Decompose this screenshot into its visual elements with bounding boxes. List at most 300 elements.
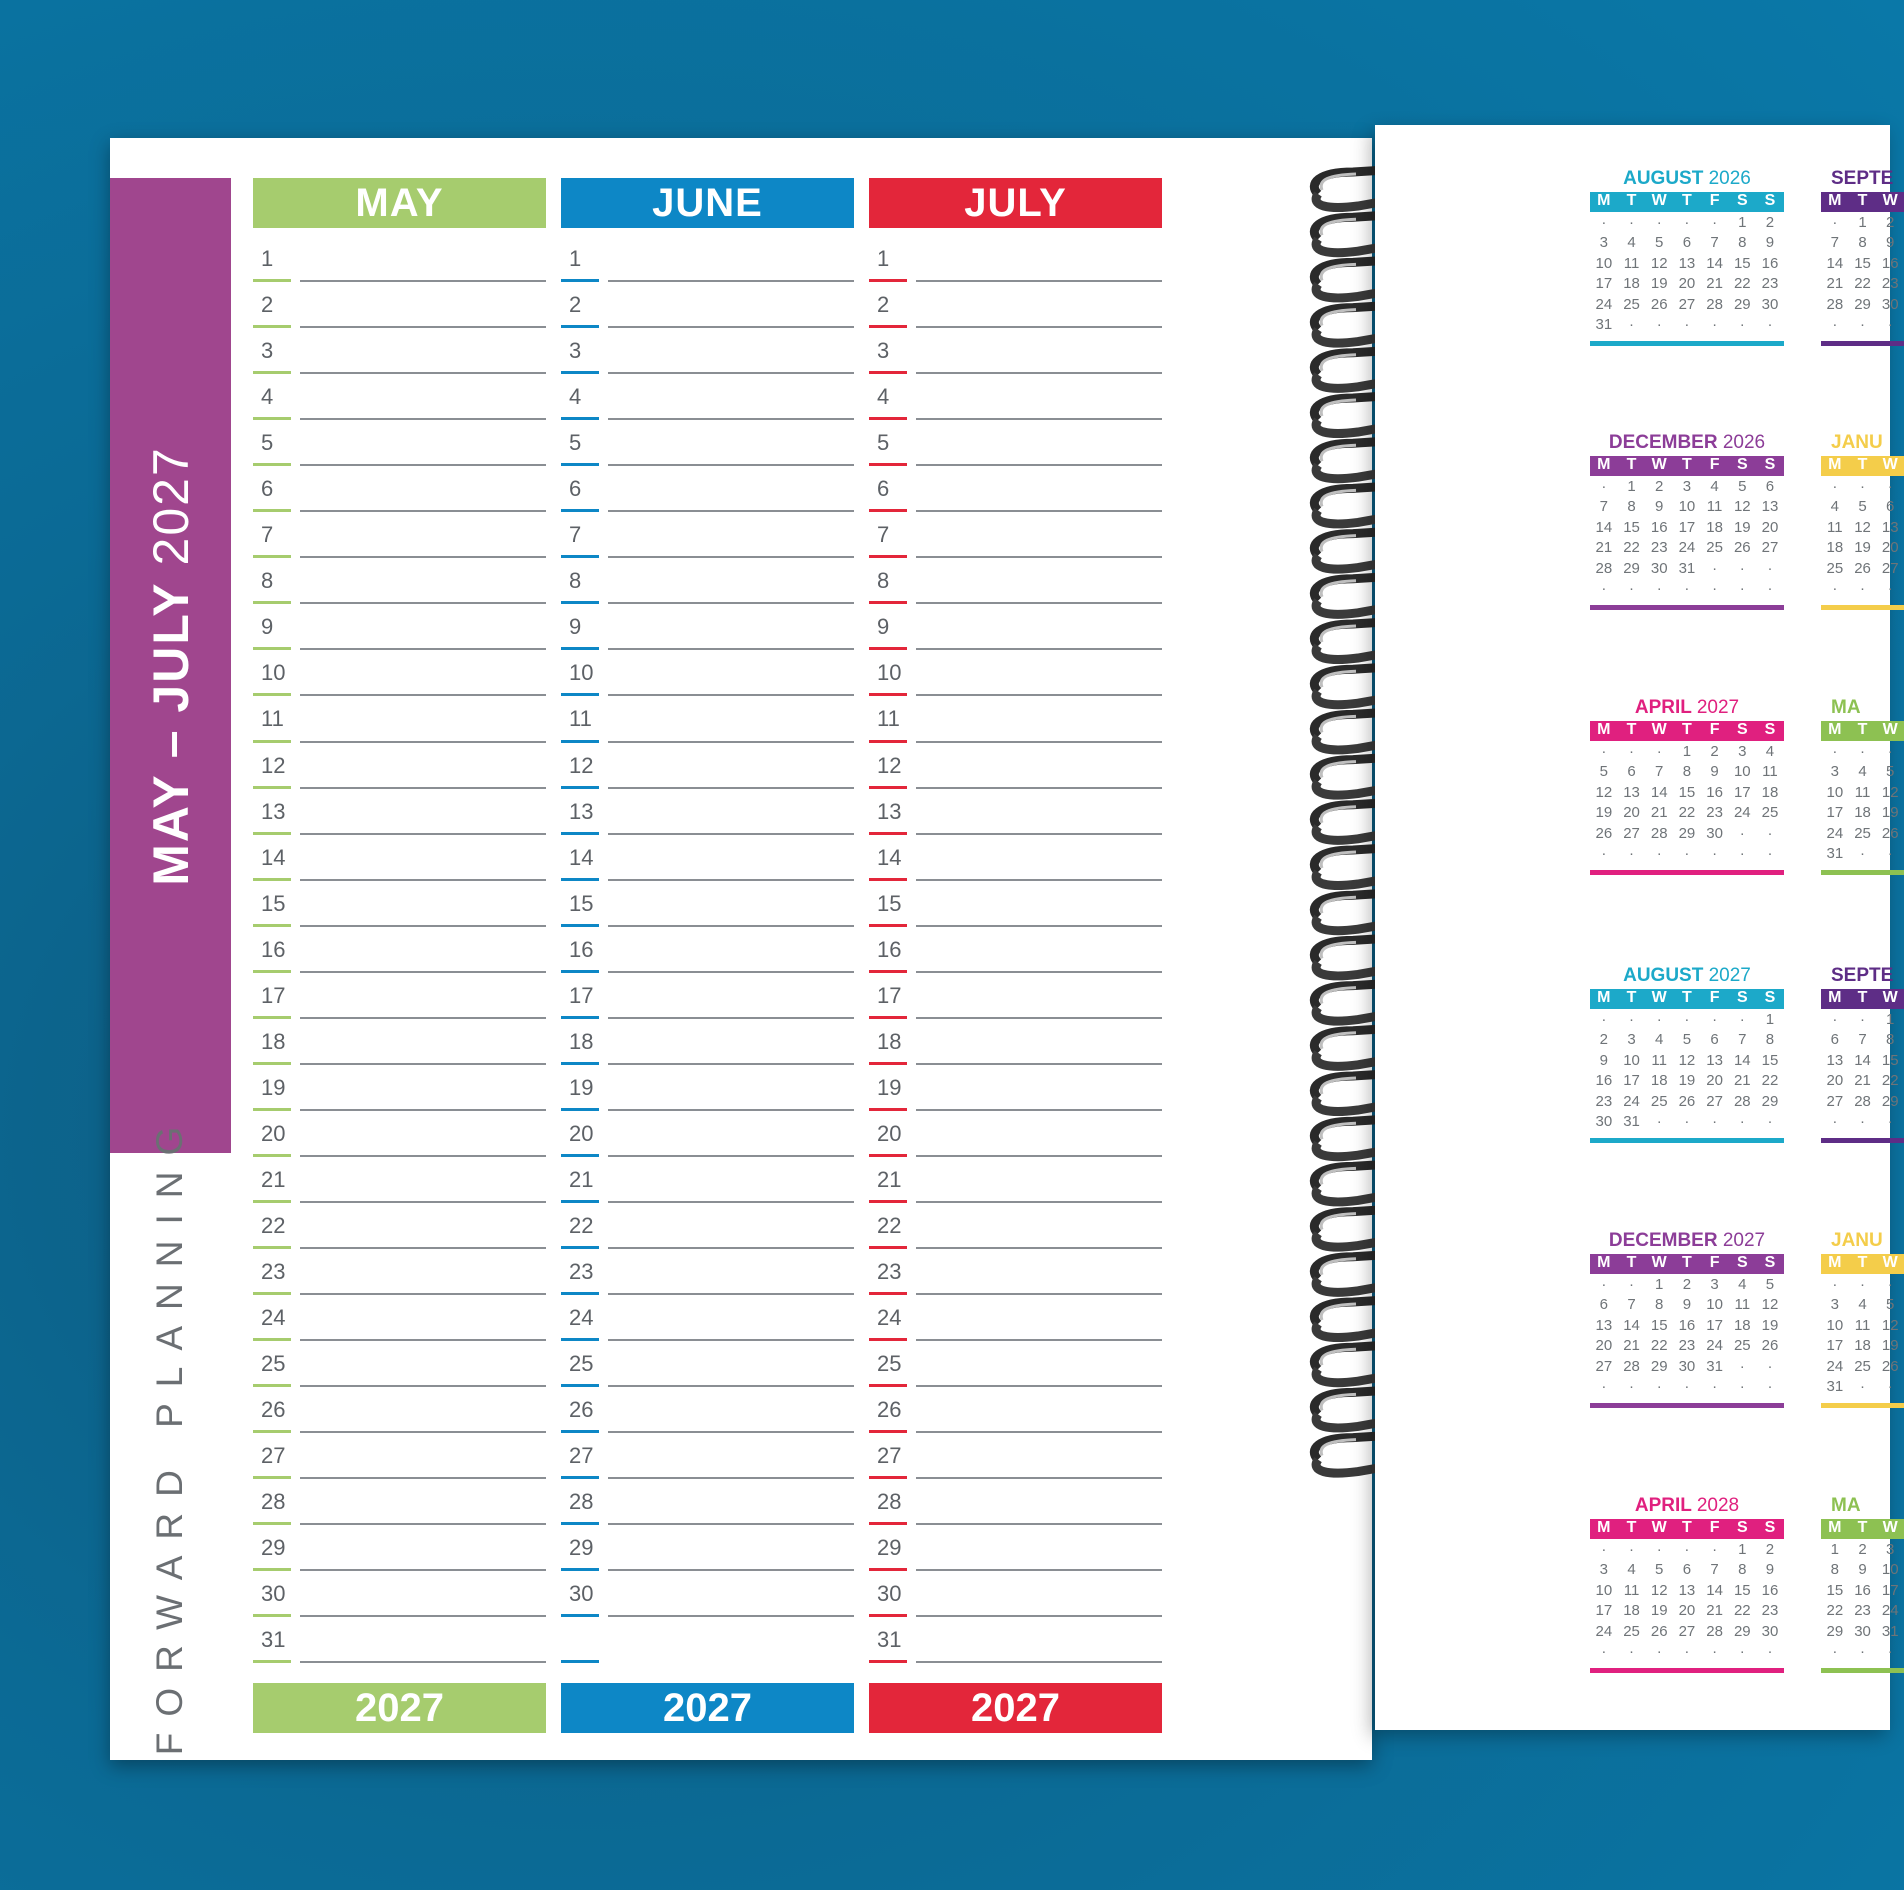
day-row[interactable] (561, 1203, 854, 1249)
day-number: 21 (569, 1166, 594, 1192)
week-row: · · · 1 2 3 4 (1601, 742, 1775, 760)
week-row: 1 2 3 (1830, 1540, 1895, 1558)
week-row: 12 13 14 15 16 17 18 (1595, 783, 1779, 801)
day-number: 2 (569, 292, 582, 318)
day-row[interactable] (869, 1479, 1162, 1525)
day-row[interactable] (561, 604, 854, 650)
day-number: 1 (261, 246, 274, 271)
day-row[interactable] (561, 1019, 854, 1065)
day-number: 13 (261, 798, 286, 824)
day-row[interactable] (253, 374, 546, 420)
mini-calendar-title: APRIL 2028 (1634, 1495, 1740, 1516)
week-row: 10 11 12 (1826, 783, 1899, 801)
month-column-june (561, 178, 854, 1663)
day-number: 19 (569, 1074, 594, 1100)
day-row[interactable] (869, 973, 1162, 1019)
partial-mini-calendar (1821, 432, 1904, 610)
side-title-year: 2027 (142, 445, 199, 565)
day-number: 7 (569, 522, 582, 548)
day-row[interactable] (561, 374, 854, 420)
partial-calendar-title: MA (1831, 697, 1861, 718)
day-number: 11 (569, 706, 592, 732)
day-number: 22 (877, 1212, 902, 1238)
month-header: MAY (253, 178, 546, 228)
day-row[interactable] (561, 328, 854, 374)
weekday-header: M T W (1821, 721, 1904, 741)
week-row: 29 30 31 (1826, 1622, 1899, 1640)
mini-calendar (1590, 965, 1784, 1143)
day-number: 24 (261, 1305, 286, 1331)
weekday-header: M T W (1821, 192, 1904, 212)
mini-calendar-title: DECEMBER 2026 (1608, 432, 1766, 453)
month-column-july (869, 178, 1162, 1663)
day-number: 29 (569, 1535, 594, 1561)
day-row[interactable] (869, 466, 1162, 512)
partial-mini-calendar (1821, 697, 1904, 875)
partial-calendar-underline (1821, 1403, 1904, 1408)
day-row[interactable] (253, 1571, 546, 1617)
partial-calendar-underline (1821, 1138, 1904, 1143)
day-row[interactable] (253, 466, 546, 512)
day-row[interactable] (869, 420, 1162, 466)
day-row[interactable] (253, 1203, 546, 1249)
day-number: 11 (877, 706, 900, 732)
week-row: 24 25 26 (1826, 1357, 1899, 1375)
day-row[interactable] (869, 1111, 1162, 1157)
day-row[interactable] (561, 1249, 854, 1295)
day-number: 27 (569, 1443, 594, 1469)
day-row[interactable] (561, 1617, 854, 1663)
day-row[interactable] (561, 282, 854, 328)
week-row: 14 15 16 17 18 19 20 (1595, 518, 1779, 536)
day-row[interactable] (869, 1525, 1162, 1571)
day-number: 30 (877, 1581, 902, 1607)
week-row: 20 21 22 (1826, 1072, 1899, 1090)
side-title-months: MAY – JULY (142, 580, 199, 886)
week-row: · · · (1832, 1643, 1893, 1661)
mini-calendar-underline (1590, 1403, 1784, 1408)
day-row[interactable] (869, 1203, 1162, 1249)
mini-calendar (1590, 1495, 1784, 1673)
partial-mini-calendar (1821, 965, 1904, 1143)
month-year-footer: 2027 (561, 1683, 854, 1733)
day-row[interactable] (869, 512, 1162, 558)
day-row[interactable] (869, 1019, 1162, 1065)
day-row[interactable] (869, 1617, 1162, 1663)
day-row[interactable] (253, 1387, 546, 1433)
day-row[interactable] (869, 789, 1162, 835)
day-row[interactable] (253, 604, 546, 650)
day-row[interactable] (253, 743, 546, 789)
week-row: 31 · · (1826, 845, 1893, 863)
day-row[interactable] (869, 696, 1162, 742)
week-row: 26 27 28 29 30 · · (1595, 824, 1773, 842)
day-number: 30 (261, 1581, 286, 1607)
day-list (869, 236, 1162, 1663)
week-row: 30 31 · · · · · (1595, 1113, 1773, 1131)
partial-calendar-title: JANU (1831, 432, 1883, 453)
day-number: 12 (261, 752, 286, 778)
week-row: · · 1 (1832, 1010, 1895, 1028)
day-number: 9 (877, 614, 890, 640)
day-row[interactable] (253, 236, 546, 282)
week-row: 2 3 4 5 6 7 8 (1599, 1031, 1775, 1049)
weekday-header: M T W T F S S (1590, 192, 1784, 212)
week-row: 6 7 8 9 10 11 12 (1599, 1296, 1779, 1314)
week-row: 3 4 5 6 7 8 9 (1599, 234, 1775, 252)
day-number: 22 (261, 1212, 286, 1238)
day-number: 8 (877, 568, 890, 594)
day-number: 7 (877, 522, 890, 548)
day-row[interactable] (561, 512, 854, 558)
week-row: 3 4 5 6 7 8 9 (1599, 1561, 1775, 1579)
day-number: 17 (877, 982, 902, 1008)
day-row[interactable] (253, 1617, 546, 1663)
day-number: 28 (877, 1489, 902, 1515)
week-row: 28 29 30 31 · · · (1595, 559, 1773, 577)
day-tick (869, 1660, 907, 1663)
week-row: 28 29 30 (1826, 295, 1899, 313)
day-number: 24 (569, 1305, 594, 1331)
day-number: 7 (261, 522, 274, 548)
day-row[interactable] (869, 1387, 1162, 1433)
day-row[interactable] (561, 789, 854, 835)
week-row: 9 10 11 12 13 14 15 (1599, 1051, 1779, 1069)
day-row[interactable] (561, 1157, 854, 1203)
weekday-header: M T W T F S S (1590, 1254, 1784, 1274)
day-row[interactable] (253, 1433, 546, 1479)
day-number: 28 (569, 1489, 594, 1515)
day-row[interactable] (253, 1479, 546, 1525)
day-row[interactable] (561, 696, 854, 742)
day-row[interactable] (253, 696, 546, 742)
mini-calendar-underline (1590, 341, 1784, 346)
day-row[interactable] (253, 835, 546, 881)
day-row[interactable] (253, 558, 546, 604)
week-row: 25 26 27 (1826, 559, 1899, 577)
day-row[interactable] (253, 1249, 546, 1295)
week-row: · · · · · 1 2 (1601, 1540, 1775, 1558)
day-number: 25 (569, 1351, 594, 1377)
day-number: 23 (569, 1259, 594, 1285)
day-number: 29 (877, 1535, 902, 1561)
day-number: 6 (569, 476, 582, 502)
day-row[interactable] (869, 282, 1162, 328)
mini-calendar-underline (1590, 870, 1784, 875)
week-row: · · · (1832, 1113, 1893, 1131)
day-number: 17 (261, 982, 286, 1008)
day-number: 13 (569, 798, 594, 824)
day-number: 9 (261, 614, 274, 640)
mini-calendar-underline (1590, 605, 1784, 610)
day-row[interactable] (561, 1111, 854, 1157)
day-row[interactable] (561, 1433, 854, 1479)
mini-calendar (1590, 697, 1784, 875)
day-row[interactable] (253, 1341, 546, 1387)
weekday-header: M T W T F S S (1590, 721, 1784, 741)
weekday-header: M T W (1821, 1254, 1904, 1274)
day-number: 16 (877, 936, 902, 962)
day-number: 27 (877, 1443, 902, 1469)
day-number: 31 (877, 1627, 902, 1653)
day-number: 10 (877, 660, 902, 686)
day-row[interactable] (561, 558, 854, 604)
week-row: 13 14 15 (1826, 1051, 1899, 1069)
day-row[interactable] (869, 1157, 1162, 1203)
day-number: 31 (261, 1627, 286, 1653)
day-row[interactable] (253, 973, 546, 1019)
day-tick (561, 1660, 599, 1663)
day-number: 19 (261, 1074, 286, 1100)
day-row[interactable] (253, 1111, 546, 1157)
day-number: 1 (569, 246, 582, 271)
day-row[interactable] (869, 604, 1162, 650)
day-row[interactable] (253, 1019, 546, 1065)
side-title-band (110, 178, 231, 1153)
day-number: 21 (877, 1166, 902, 1192)
left-planner-page (110, 138, 1372, 1760)
week-row: 17 18 19 20 21 22 23 (1595, 275, 1779, 293)
right-year-overview-page (1375, 125, 1899, 1730)
day-number: 28 (261, 1489, 286, 1515)
week-row: 24 25 26 (1826, 824, 1899, 842)
day-number: 8 (569, 568, 582, 594)
day-number: 23 (261, 1259, 286, 1285)
partial-calendar-underline (1821, 1668, 1904, 1673)
day-number: 12 (569, 752, 594, 778)
writing-line (300, 1661, 546, 1663)
week-row: 17 18 19 (1826, 804, 1899, 822)
month-year-footer: 2027 (253, 1683, 546, 1733)
day-number: 27 (261, 1443, 286, 1469)
day-number: 2 (261, 292, 274, 318)
day-number: 14 (569, 844, 594, 870)
week-row: · · · · · · · (1601, 580, 1773, 598)
day-row[interactable] (253, 1295, 546, 1341)
day-row[interactable] (869, 1065, 1162, 1111)
day-row[interactable] (561, 650, 854, 696)
week-row: · · · · · · · (1601, 1378, 1773, 1396)
week-row: · · · (1832, 742, 1893, 760)
day-number: 3 (261, 338, 274, 364)
week-row: 24 25 26 27 28 29 30 (1595, 295, 1779, 313)
day-row[interactable] (253, 650, 546, 696)
day-row[interactable] (869, 374, 1162, 420)
day-row[interactable] (869, 1249, 1162, 1295)
week-row: · 1 2 (1832, 213, 1895, 231)
day-number: 20 (261, 1120, 286, 1146)
day-row[interactable] (561, 466, 854, 512)
day-row[interactable] (561, 1341, 854, 1387)
forward-planning-label: FORWARD PLANNING (149, 1110, 190, 1756)
week-row: 31 · · (1826, 1378, 1893, 1396)
week-row: 17 18 19 (1826, 1337, 1899, 1355)
weekday-header: M T W T F S S (1590, 456, 1784, 476)
weekday-header: M T W (1821, 456, 1904, 476)
day-row[interactable] (561, 1525, 854, 1571)
day-row[interactable] (253, 512, 546, 558)
day-row[interactable] (561, 973, 854, 1019)
week-row: 4 5 6 (1830, 498, 1895, 516)
day-tick (253, 1660, 291, 1663)
forward-planning-label-wrap (120, 1110, 220, 1756)
week-row: 5 6 7 8 9 10 11 (1599, 763, 1778, 781)
day-number: 26 (877, 1397, 902, 1423)
day-number: 24 (877, 1305, 902, 1331)
day-number: 15 (877, 890, 902, 916)
day-row[interactable] (869, 328, 1162, 374)
day-number: 26 (569, 1397, 594, 1423)
mini-calendar (1590, 168, 1784, 346)
day-number: 5 (877, 430, 890, 456)
day-row[interactable] (253, 881, 546, 927)
day-row[interactable] (561, 236, 854, 282)
day-row[interactable] (869, 835, 1162, 881)
day-number: 18 (877, 1028, 902, 1054)
week-row: 13 14 15 16 17 18 19 (1595, 1316, 1779, 1334)
day-number: 22 (569, 1212, 594, 1238)
day-number: 4 (877, 384, 890, 410)
weekday-header: M T W (1821, 1519, 1904, 1539)
day-row[interactable] (561, 927, 854, 973)
day-row[interactable] (561, 743, 854, 789)
week-row: · · · (1832, 316, 1893, 334)
week-row: · · · (1832, 477, 1893, 495)
week-row: · · · · · · 1 (1601, 1010, 1775, 1028)
day-row[interactable] (869, 236, 1162, 282)
day-number: 4 (261, 384, 274, 410)
week-row: 10 11 12 (1826, 1316, 1899, 1334)
day-row[interactable] (253, 1157, 546, 1203)
day-number: 14 (877, 844, 902, 870)
day-row[interactable] (869, 1341, 1162, 1387)
day-row[interactable] (869, 927, 1162, 973)
week-row: · · · (1832, 580, 1893, 598)
partial-mini-calendar (1821, 1495, 1904, 1673)
partial-mini-calendar (1821, 168, 1904, 346)
day-row[interactable] (561, 420, 854, 466)
day-number: 15 (261, 890, 286, 916)
day-number: 8 (261, 568, 274, 594)
week-row: 18 19 20 (1826, 539, 1899, 557)
day-number: 18 (261, 1028, 286, 1054)
day-row[interactable] (869, 1295, 1162, 1341)
week-row: 20 21 22 23 24 25 26 (1595, 1337, 1779, 1355)
partial-calendar-title: SEPTE (1831, 168, 1894, 189)
day-number: 9 (569, 614, 582, 640)
day-row[interactable] (869, 650, 1162, 696)
day-row[interactable] (561, 1571, 854, 1617)
day-row[interactable] (561, 1479, 854, 1525)
day-number: 1 (877, 246, 890, 271)
day-number: 18 (569, 1028, 594, 1054)
week-row: 15 16 17 (1826, 1581, 1899, 1599)
week-row: 31 · · · · · · (1595, 316, 1773, 334)
week-row: 3 4 5 (1830, 763, 1895, 781)
month-header: JUNE (561, 178, 854, 228)
week-row: 24 25 26 27 28 29 30 (1595, 1622, 1779, 1640)
week-row: 8 9 10 (1830, 1561, 1899, 1579)
day-row[interactable] (561, 1295, 854, 1341)
partial-calendar-title: JANU (1831, 1230, 1883, 1251)
partial-mini-calendar (1821, 1230, 1904, 1408)
day-number: 3 (569, 338, 582, 364)
day-number: 5 (569, 430, 582, 456)
partial-calendar-underline (1821, 870, 1904, 875)
day-list (253, 236, 546, 1663)
week-row: 7 8 9 (1830, 234, 1895, 252)
day-row[interactable] (869, 743, 1162, 789)
month-header: JULY (869, 178, 1162, 228)
week-row: 27 28 29 (1826, 1092, 1899, 1110)
day-number: 17 (569, 982, 594, 1008)
day-row[interactable] (253, 1525, 546, 1571)
day-row[interactable] (561, 881, 854, 927)
day-number: 12 (877, 752, 902, 778)
partial-calendar-underline (1821, 341, 1904, 346)
day-row[interactable] (253, 1065, 546, 1111)
day-number: 10 (261, 660, 286, 686)
day-row[interactable] (869, 881, 1162, 927)
mini-calendar (1590, 1230, 1784, 1408)
week-row: 11 12 13 (1827, 518, 1899, 536)
partial-calendar-title: MA (1831, 1495, 1861, 1516)
mini-calendar-title: AUGUST 2026 (1623, 168, 1751, 189)
day-number: 6 (261, 476, 274, 502)
side-title-text (142, 446, 200, 886)
day-number: 25 (877, 1351, 902, 1377)
day-number: 16 (261, 936, 286, 962)
month-column-may (253, 178, 546, 1663)
month-year-footer: 2027 (869, 1683, 1162, 1733)
week-row: · · · · · · · (1601, 845, 1773, 863)
day-row[interactable] (869, 558, 1162, 604)
day-row[interactable] (253, 927, 546, 973)
day-number: 15 (569, 890, 594, 916)
day-row[interactable] (253, 420, 546, 466)
week-row: 17 18 19 20 21 22 23 (1595, 1602, 1779, 1620)
day-number: 29 (261, 1535, 286, 1561)
day-row[interactable] (869, 1571, 1162, 1617)
week-row: 21 22 23 24 25 26 27 (1595, 539, 1779, 557)
mini-calendar-title: APRIL 2027 (1634, 697, 1740, 718)
partial-calendar-title: SEPTE (1831, 965, 1894, 986)
day-row[interactable] (561, 1065, 854, 1111)
day-number: 4 (569, 384, 582, 410)
week-row: · 1 2 3 4 5 6 (1601, 477, 1775, 495)
day-row[interactable] (253, 282, 546, 328)
day-number: 2 (877, 292, 890, 318)
week-row: · · · · · 1 2 (1601, 213, 1775, 231)
week-row: 27 28 29 30 31 · · (1595, 1357, 1773, 1375)
day-number: 20 (569, 1120, 594, 1146)
day-row[interactable] (561, 835, 854, 881)
week-row: 7 8 9 10 11 12 13 (1599, 498, 1779, 516)
day-number: 5 (261, 430, 274, 456)
day-row[interactable] (869, 1433, 1162, 1479)
mini-calendar-title: DECEMBER 2027 (1608, 1230, 1766, 1251)
day-row[interactable] (253, 328, 546, 374)
mini-calendar-underline (1590, 1668, 1784, 1673)
day-number: 20 (877, 1120, 902, 1146)
day-number: 3 (877, 338, 890, 364)
week-row: 21 22 23 (1826, 275, 1899, 293)
day-row[interactable] (253, 789, 546, 835)
day-row[interactable] (561, 1387, 854, 1433)
day-number: 6 (877, 476, 890, 502)
week-row: · · · · · · · (1601, 1643, 1773, 1661)
weekday-header: M T W T F S S (1590, 989, 1784, 1009)
